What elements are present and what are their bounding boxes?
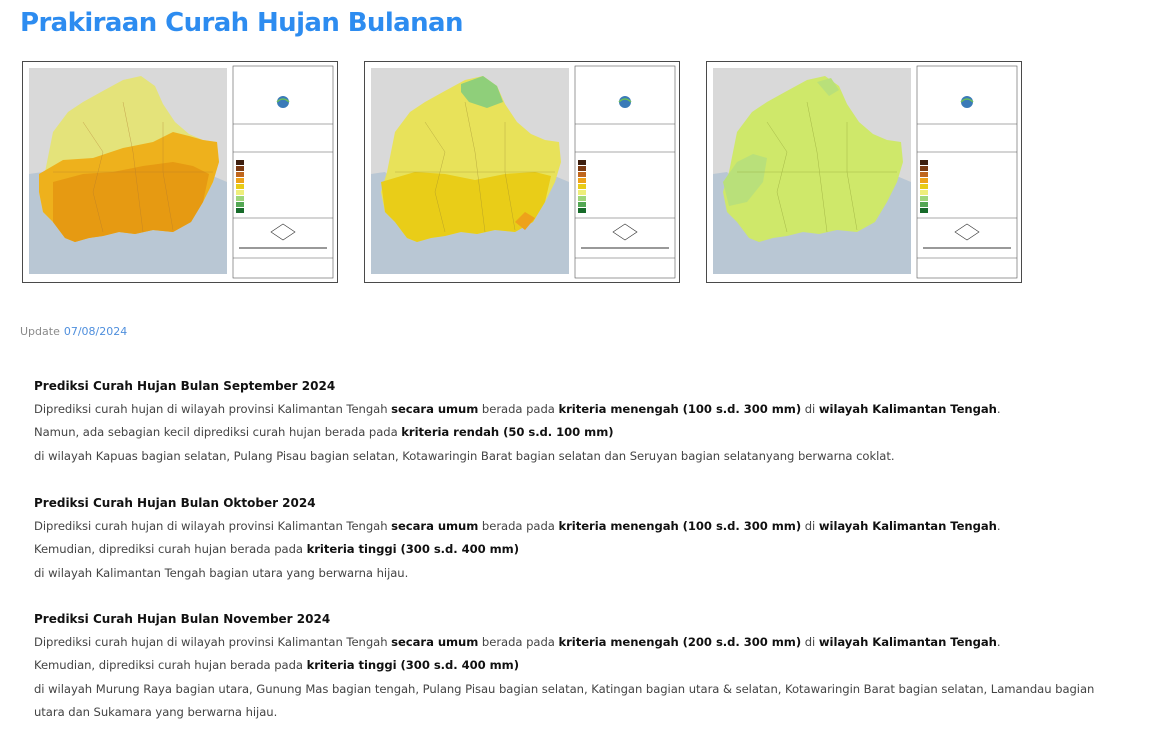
update-info <box>20 325 127 338</box>
section-paragraph: Kemudian, diprediksi curah hujan berada pada kriteria tinggi (300 s.d. 400 mm) <box>34 658 519 673</box>
update-label: Update <box>20 325 60 338</box>
section-heading: Prediksi Curah Hujan Bulan November 2024 <box>34 612 331 626</box>
forecast-section-september <box>34 375 1000 468</box>
section-paragraph: Diprediksi curah hujan di wilayah provinsi Kalimantan Tengah secara umum berada pada kriteria menengah (100 s.d. 300 mm) di wilayah Kalimantan Tengah. <box>34 519 1001 533</box>
forecast-section-oktober <box>34 492 1000 585</box>
map-oktober-graphic <box>365 62 679 282</box>
map-november[interactable] <box>706 61 1022 283</box>
update-date: 07/08/2024 <box>63 325 128 338</box>
section-heading: Prediksi Curah Hujan Bulan September 2024 <box>34 379 336 393</box>
map-september-graphic <box>23 62 337 282</box>
section-paragraph: Diprediksi curah hujan di wilayah provinsi Kalimantan Tengah secara umum berada pada kriteria menengah (200 s.d. 300 mm) di wilayah Kalimantan Tengah. <box>34 635 1001 649</box>
section-paragraph: di wilayah Kalimantan Tengah bagian utara yang berwarna hijau. <box>34 565 409 580</box>
map-oktober[interactable] <box>364 61 680 283</box>
section-paragraph: di wilayah Kapuas bagian selatan, Pulang Pisau bagian selatan, Kotawaringin Barat bagian selatan dan Seruyan bagian selatanyang berwarna coklat. <box>34 448 895 463</box>
page-title: Prakiraan Curah Hujan Bulanan <box>20 8 463 38</box>
section-paragraph: Kemudian, diprediksi curah hujan berada pada kriteria tinggi (300 s.d. 400 mm) <box>34 542 519 557</box>
section-paragraph: Namun, ada sebagian kecil diprediksi curah hujan berada pada kriteria rendah (50 s.d. 100 mm) <box>34 425 614 440</box>
map-september[interactable] <box>22 61 338 283</box>
map-november-graphic <box>707 62 1021 282</box>
section-paragraph: di wilayah Murung Raya bagian utara, Gunung Mas bagian tengah, Pulang Pisau bagian selatan, Katingan bagian utara & selatan, Kotawaringin Barat bagian selatan, Lamandau bagian utara dan Sukamara yang berwarna hijau. <box>34 681 1095 720</box>
section-heading: Prediksi Curah Hujan Bulan Oktober 2024 <box>34 496 316 510</box>
forecast-section-november <box>34 608 1124 725</box>
section-paragraph: Diprediksi curah hujan di wilayah provinsi Kalimantan Tengah secara umum berada pada kriteria menengah (100 s.d. 300 mm) di wilayah Kalimantan Tengah. <box>34 402 1001 416</box>
